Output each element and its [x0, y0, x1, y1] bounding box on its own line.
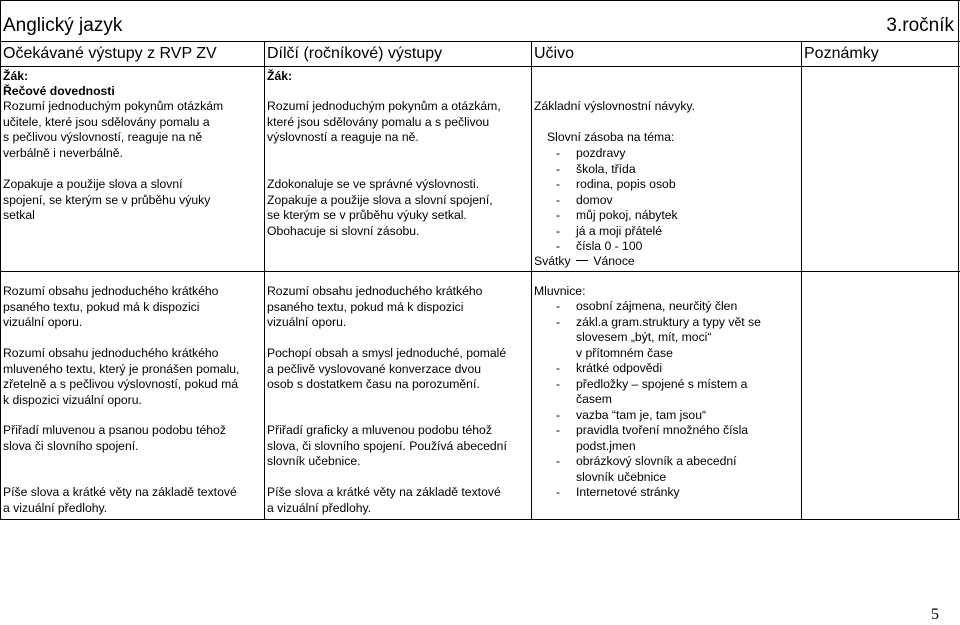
s1-col2-paragraph-2: Zdokonaluje se ve správné výslovnosti. Zopakuje a použije slova a slovní spojení, se kterým se v průběhu výuky setkal. Obohacuje si slovní zásobu.	[267, 177, 493, 238]
grammar-heading: Mluvnice:	[534, 284, 586, 298]
holidays-line: Svátky Vánoce	[534, 254, 635, 268]
grammar-item: - krátké odpovědi	[556, 361, 663, 375]
grammar-list	[556, 299, 761, 501]
subject-title: Anglický jazyk	[3, 15, 123, 36]
vocabulary-item: - rodina, popis osob	[556, 177, 676, 191]
s1-col1-paragraph-2: Zopakuje a použije slova a slovní spojení, se kterým se v průběhu výuky setkal	[3, 177, 211, 222]
s2-col1-paragraph-3: Přiřadí mluvenou a psanou podobu téhož slova či slovního spojení.	[3, 423, 226, 453]
grammar-item: - pravidla tvoření množného čísla	[556, 423, 749, 437]
s2-col2-paragraph-2: Pochopí obsah a smysl jednoduché, pomalé a pečlivě vyslovované konverzace dvou osob s dostatkem času na porozumění.	[267, 346, 507, 391]
column-divider-1	[264, 41, 265, 520]
page-number: 5	[931, 606, 939, 623]
table-left-border	[0, 0, 1, 520]
speech-skills-heading: Řečové dovednosti	[3, 84, 115, 98]
grammar-item: - obrázkový slovník a abecední	[556, 454, 737, 468]
section-divider	[0, 271, 960, 272]
s2-col1-paragraph-4: Píše slova a krátké věty na základě textové a vizuální předlohy.	[3, 485, 237, 515]
grammar-item: v přítomném čase	[576, 345, 673, 360]
grammar-item: časem	[576, 392, 612, 406]
grammar-item: slovesem „být, mít, moci“	[576, 330, 712, 344]
column-divider-2	[531, 41, 532, 520]
pronunciation-habits: Základní výslovnostní návyky.	[534, 99, 695, 113]
vocabulary-list	[556, 146, 678, 255]
grammar-item: slovník učebnice	[576, 469, 667, 484]
title-row-border	[0, 41, 960, 42]
column-divider-3	[801, 41, 802, 520]
table-right-border	[958, 0, 959, 520]
header-row-border	[0, 66, 960, 67]
s2-col2-paragraph-4: Píše slova a krátké věty na základě textové a vizuální předlohy.	[267, 485, 501, 515]
vocabulary-item: - pozdravy	[556, 146, 626, 160]
pupil-label-col1: Žák:	[3, 69, 29, 83]
vocabulary-item: - můj pokoj, nábytek	[556, 208, 678, 222]
vocabulary-item: - domov	[556, 192, 613, 207]
s2-col2-paragraph-1: Rozumí obsahu jednoduchého krátkého psaného textu, pokud má k dispozici vizuální oporu.	[267, 284, 483, 329]
grammar-item: - předložky – spojené s místem a	[556, 376, 748, 391]
grade-title: 3.ročník	[886, 15, 954, 36]
vocabulary-item: - škola, třída	[556, 161, 636, 176]
column-header-rvp: Očekávané výstupy z RVP ZV	[3, 45, 217, 62]
pupil-label-col2: Žák:	[267, 69, 293, 83]
s1-col1-paragraph-1: Rozumí jednoduchým pokynům otázkám učitele, které jsou sdělovány pomalu a s pečlivou výslovností, reaguje na ně verbálně i neverbálně.	[3, 99, 224, 160]
grammar-item: - osobní zájmena, neurčitý člen	[556, 299, 738, 313]
column-header-notes: Poznámky	[804, 45, 879, 62]
s2-col2-paragraph-3: Přiřadí graficky a mluvenou podobu téhož slova, či slovního spojení. Používá abecední slovník učebnice.	[267, 423, 507, 468]
grammar-item: podst.jmen	[576, 438, 636, 453]
s2-col1-paragraph-1: Rozumí obsahu jednoduchého krátkého psaného textu, pokud má k dispozici vizuální oporu.	[3, 284, 219, 329]
table-bottom-border	[0, 519, 960, 520]
grammar-item: - zákl.a gram.struktury a typy vět se	[556, 314, 761, 329]
column-header-curriculum: Učivo	[534, 45, 575, 62]
grammar-item: - vazba “tam je, tam jsou“	[556, 407, 707, 422]
table-top-border	[0, 0, 960, 1]
s2-col1-paragraph-2: Rozumí obsahu jednoduchého krátkého mluveného textu, který je pronášen pomalu, zřetelně a s pečlivou výslovností, pokud má k dispozici vizuální oporu.	[3, 346, 240, 407]
vocabulary-item: - já a moji přátelé	[556, 223, 663, 238]
column-header-partial-outputs: Dílčí (ročníkové) výstupy	[267, 45, 443, 62]
vocabulary-heading: Slovní zásoba na téma:	[547, 130, 675, 144]
grammar-item: - Internetové stránky	[556, 485, 680, 499]
s1-col2-paragraph-1: Rozumí jednoduchým pokynům a otázkám, které jsou sdělovány pomalu a s pečlivou výslovností a reaguje na ně.	[267, 99, 501, 144]
vocabulary-item: - čísla 0 - 100	[556, 239, 643, 253]
